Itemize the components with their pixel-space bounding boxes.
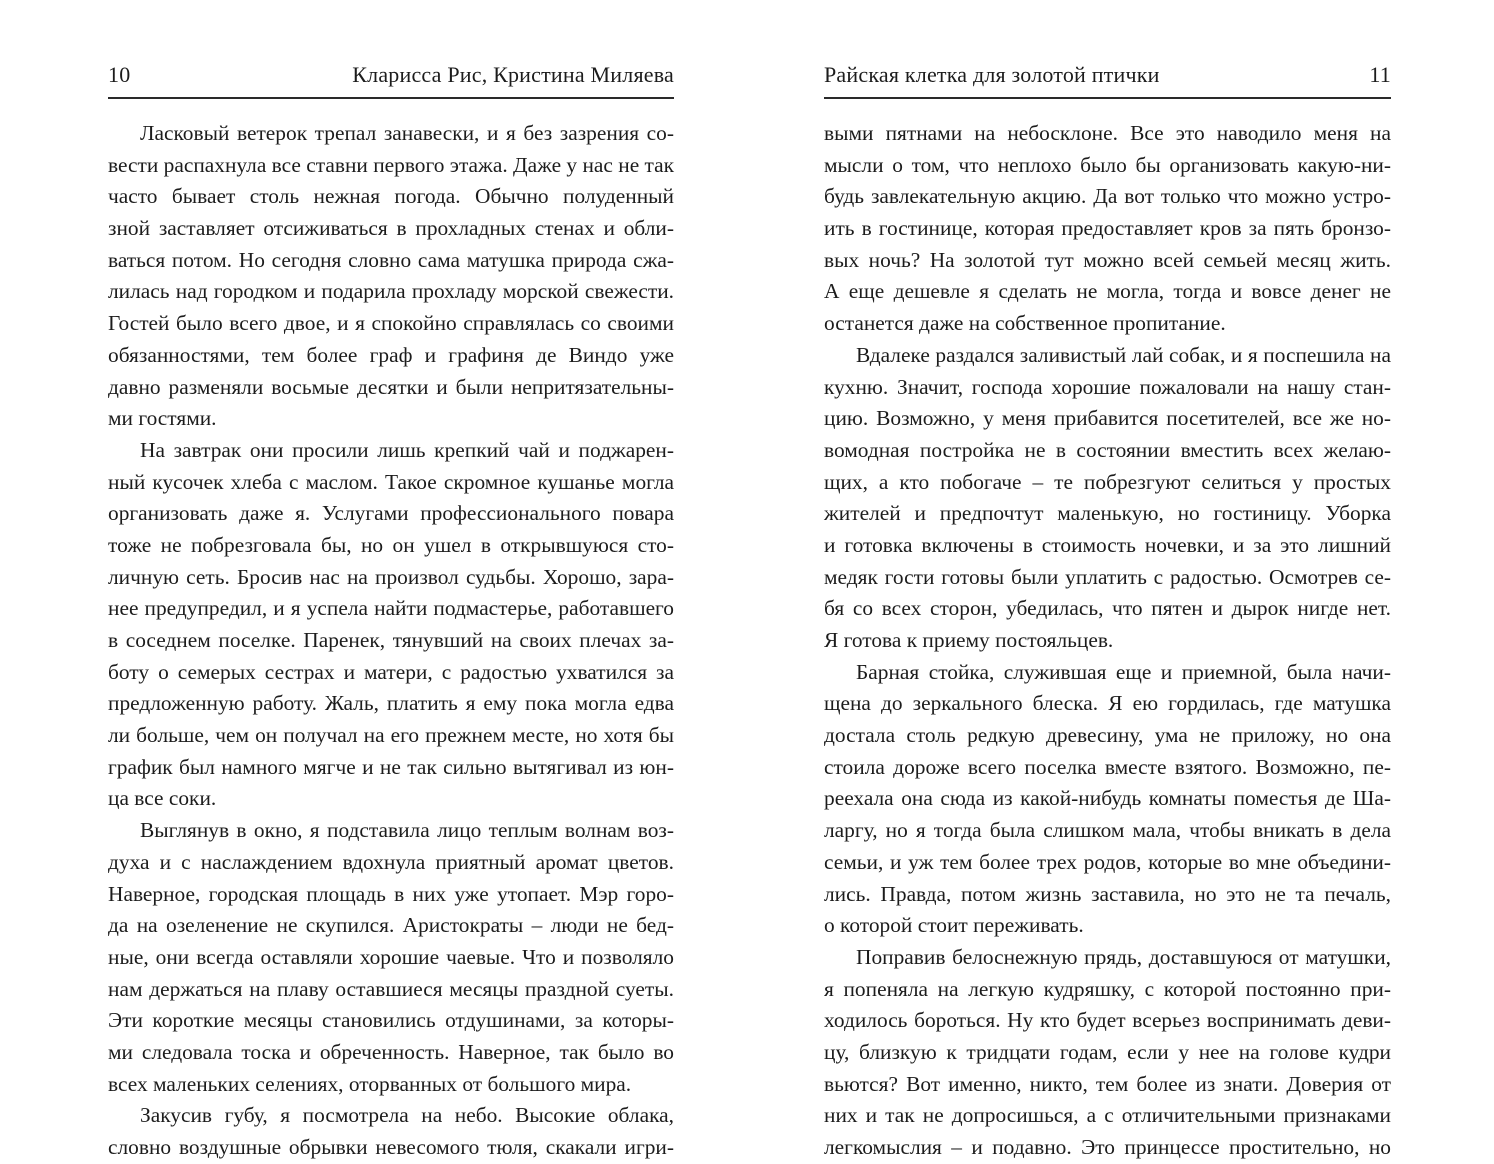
- text-line: реехала она сюда из какой-нибудь комнаты поместья де Ша-: [824, 786, 1391, 811]
- text-line: А еще дешевле я сделать не могла, тогда и вовсе денег не: [824, 279, 1391, 304]
- text-line: обязанностями, тем более граф и графиня де Виндо уже: [108, 342, 674, 367]
- text-line: всех маленьких селениях, оторванных от большого мира.: [108, 1071, 632, 1096]
- text-line: ный кусочек хлеба с маслом. Такое скромное кушанье могла: [108, 469, 674, 494]
- text-line: ми следовала тоска и обреченность. Наверное, так было во: [108, 1039, 674, 1064]
- text-line: стоила дороже всего поселка вместе взятого. Возможно, пе-: [824, 754, 1391, 779]
- running-head: [108, 60, 674, 90]
- text-line: вомодная постройка не в состоянии вместить всех желаю-: [824, 437, 1391, 462]
- text-line: Поправив белоснежную прядь, доставшуюся от матушки,: [856, 944, 1391, 969]
- text-line: Гостей было всего двое, и я спокойно справлялась со своими: [108, 311, 674, 336]
- text-line: лилась над городком и подарила прохладу морской свежести.: [108, 279, 674, 304]
- text-line: ли больше, чем он получал на его прежнем месте, но хотя бы: [108, 723, 674, 748]
- text-line: да на озеленение не скупился. Аристократы – люди не бед-: [108, 913, 674, 938]
- text-line: цу, близкую к тридцати годам, если у нее на голове кудри: [824, 1039, 1391, 1064]
- text-line: лись. Правда, потом жизнь заставила, но это не та печаль,: [824, 881, 1391, 906]
- text-line: вести распахнула все ставни первого этажа. Даже у нас не так: [108, 152, 675, 177]
- author-names: Кларисса Рис, Кристина Миляева: [352, 62, 674, 87]
- text-line: Я готова к приему постояльцев.: [824, 628, 1114, 652]
- text-line: организовать даже я. Услугами профессионального повара: [108, 501, 674, 526]
- text-line: ходилось бороться. Ну кто будет всерьез воспринимать деви-: [824, 1008, 1391, 1033]
- text-line: о которой стоит переживать.: [824, 913, 1084, 938]
- text-line: тоже не побрезговала бы, но он ушел в открывшуюся сто-: [108, 532, 674, 557]
- text-line: и готовка включены в стоимость ночевки, и за это лишний: [824, 532, 1391, 557]
- text-line: Закусив губу, я посмотрела на небо. Высокие облака,: [140, 1103, 674, 1128]
- text-line: них и так не допросишься, а с отличительными признаками: [824, 1103, 1391, 1128]
- text-line: ить в гостинице, которая предоставляет кров за пять бронзо-: [824, 216, 1391, 241]
- text-line: мысли о том, что неплохо было бы организовать какую-ни-: [824, 152, 1391, 177]
- text-line: вьются? Вот именно, никто, тем более из знати. Доверия от: [824, 1071, 1391, 1096]
- running-head: [824, 60, 1391, 90]
- text-line: щена до зеркального блеска. Я ею гордилась, где матушка: [824, 691, 1391, 716]
- text-line: график был намного мягче и не так сильно вытягивал из юн-: [108, 754, 674, 779]
- text-line: давно разменяли восьмые десятки и были непритязательны-: [108, 374, 674, 399]
- text-line: ларгу, но я тогда была слишком мала, чтобы вникать в дела: [824, 818, 1391, 843]
- text-line: Ласковый ветерок трепал занавески, и я без зазрения со-: [140, 121, 674, 145]
- text-line: щих, а кто побогаче – те побрезгуют селиться у простых: [824, 469, 1391, 494]
- text-line: бя со всех сторон, убедилась, что пятен и дырок нигде нет.: [824, 596, 1391, 621]
- text-line: ца все соки.: [108, 786, 217, 811]
- text-line: жителей и предпочтут маленькую, но гостиницу. Уборка: [824, 501, 1391, 526]
- text-line: предложенную работу. Жаль, платить я ему пока могла едва: [108, 691, 674, 716]
- book-title: Райская клетка для золотой птички: [824, 62, 1160, 87]
- page-number: 11: [1369, 62, 1391, 87]
- text-line: нее предупредил, и я успела найти подмастерье, работавшего: [108, 596, 674, 621]
- text-line: часто бывает столь нежная погода. Обычно полуденный: [108, 184, 674, 209]
- text-line: Наверное, городская площадь в них уже утопает. Мэр горо-: [108, 881, 674, 906]
- text-line: Вдалеке раздался заливистый лай собак, и я поспешила на: [856, 342, 1391, 367]
- text-line: Эти короткие месяцы становились отдушинами, за которы-: [108, 1008, 674, 1033]
- text-line: ми гостями.: [108, 406, 217, 431]
- left-page: [0, 0, 747, 1159]
- page-number: 10: [108, 62, 131, 87]
- text-line: выми пятнами на небосклоне. Все это наводило меня на: [824, 121, 1391, 145]
- text-line: вых ночь? На золотой тут можно всей семьей месяц жить.: [824, 247, 1391, 272]
- text-line: легкомыслия – и подавно. Это принцессе простительно, но: [824, 1135, 1391, 1159]
- text-line: будь завлекательную акцию. Да вот только что можно устро-: [824, 184, 1391, 209]
- text-line: я попеняла на легкую кудряшку, с которой постоянно при-: [824, 976, 1391, 1001]
- text-line: духа и с наслаждением вдохнула приятный аромат цветов.: [108, 849, 674, 874]
- text-line: цию. Возможно, у меня прибавится посетителей, все же но-: [824, 406, 1391, 431]
- header-rule: [108, 97, 674, 99]
- text-line: кухню. Значит, господа хорошие пожаловали на нашу стан-: [824, 374, 1391, 399]
- text-line: Выглянув в окно, я подставила лицо теплым волнам воз-: [140, 818, 674, 843]
- text-line: личную сеть. Бросив нас на произвол судьбы. Хорошо, зара-: [108, 564, 674, 589]
- text-line: в соседнем поселке. Паренек, тянувший на своих плечах за-: [108, 628, 674, 652]
- body-text: [824, 118, 1391, 1164]
- text-line: нам держаться на плаву оставшиеся месяцы праздной суеты.: [108, 976, 674, 1001]
- text-line: зной заставляет отсиживаться в прохладных стенах и обли-: [108, 216, 674, 241]
- text-line: ваться потом. Но сегодня словно сама матушка природа сжа-: [108, 247, 674, 272]
- text-line: достала столь редкую древесину, ума не приложу, но она: [824, 723, 1391, 748]
- right-page: [747, 0, 1494, 1159]
- text-line: Барная стойка, служившая еще и приемной, была начи-: [856, 659, 1391, 684]
- text-line: останется даже на собственное пропитание.: [824, 311, 1226, 336]
- text-line: боту о семерых сестрах и матери, с радостью ухватился за: [108, 659, 674, 684]
- text-line: На завтрак они просили лишь крепкий чай и поджарен-: [140, 437, 674, 462]
- text-line: медяк гости готовы были уплатить с радостью. Осмотрев се-: [824, 564, 1391, 589]
- text-line: словно воздушные обрывки невесомого тюля, скакали игри-: [108, 1135, 674, 1159]
- header-rule: [824, 97, 1391, 99]
- text-line: ные, они всегда оставляли хорошие чаевые. Что и позволяло: [108, 944, 674, 969]
- body-text: [108, 118, 674, 1164]
- text-line: семьи, и уж тем более трех родов, которые во мне объедини-: [824, 849, 1391, 874]
